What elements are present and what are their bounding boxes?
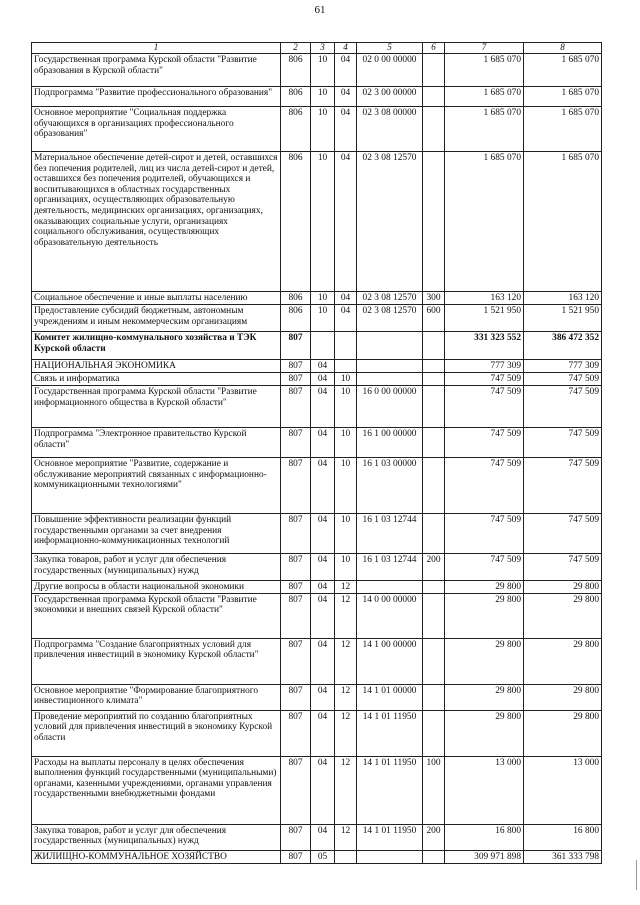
target-article-cell: 16 1 00 00000	[357, 428, 423, 458]
target-article-cell: 02 3 08 12570	[357, 305, 423, 332]
section-code-cell: 04	[311, 386, 335, 428]
subsection-code-cell: 12	[335, 756, 357, 824]
subsection-code-cell: 04	[335, 305, 357, 332]
subsection-code-cell: 12	[335, 581, 357, 594]
expense-type-cell	[423, 54, 445, 87]
table-row	[32, 54, 602, 87]
amount-year2-cell: 1 685 070	[524, 107, 602, 152]
target-article-cell: 14 0 00 00000	[357, 593, 423, 638]
table-row	[32, 360, 602, 373]
subsection-code-cell: 10	[335, 428, 357, 458]
row-name-cell: Другие вопросы в области национальной экономики	[32, 581, 281, 594]
admin-code-cell: 807	[281, 428, 311, 458]
column-number: 5	[357, 43, 423, 54]
admin-code-cell: 807	[281, 824, 311, 850]
row-name-cell: ЖИЛИЩНО-КОММУНАЛЬНОЕ ХОЗЯЙСТВО	[32, 850, 281, 863]
target-article-cell	[357, 850, 423, 863]
subsection-code-cell: 10	[335, 554, 357, 581]
subsection-code-cell: 04	[335, 292, 357, 305]
target-article-cell	[357, 373, 423, 386]
subsection-code-cell: 04	[335, 54, 357, 87]
table-row	[32, 152, 602, 292]
table-row	[32, 428, 602, 458]
section-code-cell: 04	[311, 684, 335, 710]
section-code-cell: 04	[311, 514, 335, 554]
admin-code-cell: 807	[281, 850, 311, 863]
admin-code-cell: 807	[281, 684, 311, 710]
expense-type-cell	[423, 386, 445, 428]
table-row	[32, 581, 602, 594]
subsection-code-cell: 04	[335, 107, 357, 152]
admin-code-cell: 806	[281, 54, 311, 87]
row-name-cell: Подпрограмма "Электронное правительство Курской области"	[32, 428, 281, 458]
section-code-cell: 04	[311, 710, 335, 756]
amount-year1-cell: 747 509	[445, 554, 524, 581]
admin-code-cell: 807	[281, 373, 311, 386]
row-name-cell: Закупка товаров, работ и услуг для обеспечения государственных (муниципальных) нужд	[32, 554, 281, 581]
column-number: 2	[281, 43, 311, 54]
amount-year2-cell: 747 509	[524, 514, 602, 554]
expense-type-cell	[423, 710, 445, 756]
amount-year1-cell: 29 800	[445, 684, 524, 710]
amount-year2-cell: 747 509	[524, 554, 602, 581]
admin-code-cell: 807	[281, 514, 311, 554]
row-name-cell: Основное мероприятие "Формирование благоприятного инвестиционного климата"	[32, 684, 281, 710]
amount-year2-cell: 29 800	[524, 638, 602, 684]
amount-year2-cell: 1 685 070	[524, 87, 602, 107]
amount-year1-cell: 13 000	[445, 756, 524, 824]
table-row	[32, 593, 602, 638]
row-name-cell: Материальное обеспечение детей-сирот и детей, оставшихся без попечения родителей, лиц из числа детей-сирот и детей, оставшихся без попечения родителей, обучающихся и воспитывающихся в областных государственных организациях, осуществляющих образовательную деятельность, медицинских организациях, организациях, оказывающих социальные услуги, организациях социального обслуживания, осуществляющих образовательную деятельность	[32, 152, 281, 292]
admin-code-cell: 807	[281, 386, 311, 428]
budget-table	[31, 42, 602, 864]
table-row	[32, 638, 602, 684]
amount-year1-cell: 29 800	[445, 638, 524, 684]
table-row	[32, 107, 602, 152]
expense-type-cell: 200	[423, 554, 445, 581]
expense-type-cell	[423, 514, 445, 554]
table-row	[32, 554, 602, 581]
expense-type-cell	[423, 684, 445, 710]
target-article-cell: 14 1 01 00000	[357, 684, 423, 710]
amount-year2-cell: 747 509	[524, 458, 602, 514]
amount-year2-cell: 361 333 798	[524, 850, 602, 863]
amount-year1-cell: 1 685 070	[445, 87, 524, 107]
subsection-code-cell	[335, 332, 357, 360]
subsection-code-cell: 12	[335, 684, 357, 710]
target-article-cell: 16 1 03 12744	[357, 554, 423, 581]
admin-code-cell: 807	[281, 710, 311, 756]
amount-year1-cell: 747 509	[445, 514, 524, 554]
amount-year2-cell: 1 685 070	[524, 54, 602, 87]
amount-year1-cell: 747 509	[445, 386, 524, 428]
subsection-code-cell: 04	[335, 152, 357, 292]
section-code-cell: 04	[311, 428, 335, 458]
admin-code-cell: 807	[281, 554, 311, 581]
section-code-cell: 10	[311, 305, 335, 332]
column-number: 4	[335, 43, 357, 54]
section-code-cell: 10	[311, 87, 335, 107]
admin-code-cell: 807	[281, 756, 311, 824]
amount-year1-cell: 16 800	[445, 824, 524, 850]
expense-type-cell	[423, 107, 445, 152]
amount-year2-cell: 29 800	[524, 581, 602, 594]
expense-type-cell	[423, 638, 445, 684]
table-row	[32, 850, 602, 863]
amount-year2-cell: 1 521 950	[524, 305, 602, 332]
expense-type-cell: 100	[423, 756, 445, 824]
amount-year2-cell: 29 800	[524, 593, 602, 638]
amount-year2-cell: 16 800	[524, 824, 602, 850]
expense-type-cell	[423, 87, 445, 107]
table-row	[32, 332, 602, 360]
section-code-cell: 04	[311, 593, 335, 638]
row-name-cell: Основное мероприятие "Социальная поддержка обучающихся в организациях профессионального образования"	[32, 107, 281, 152]
section-code-cell: 04	[311, 458, 335, 514]
expense-type-cell	[423, 581, 445, 594]
subsection-code-cell: 10	[335, 386, 357, 428]
expense-type-cell: 600	[423, 305, 445, 332]
section-code-cell: 10	[311, 107, 335, 152]
amount-year1-cell: 747 509	[445, 373, 524, 386]
admin-code-cell: 806	[281, 152, 311, 292]
subsection-code-cell: 12	[335, 638, 357, 684]
column-number: 8	[524, 43, 602, 54]
admin-code-cell: 807	[281, 581, 311, 594]
section-code-cell: 04	[311, 554, 335, 581]
amount-year2-cell: 29 800	[524, 710, 602, 756]
amount-year2-cell: 29 800	[524, 684, 602, 710]
admin-code-cell: 807	[281, 332, 311, 360]
row-name-cell: Закупка товаров, работ и услуг для обеспечения государственных (муниципальных) нужд	[32, 824, 281, 850]
row-name-cell: Связь и информатика	[32, 373, 281, 386]
row-name-cell: Государственная программа Курской области "Развитие образования в Курской области"	[32, 54, 281, 87]
amount-year1-cell: 777 309	[445, 360, 524, 373]
target-article-cell: 14 1 01 11950	[357, 756, 423, 824]
expense-type-cell	[423, 458, 445, 514]
table-row	[32, 386, 602, 428]
section-code-cell: 04	[311, 360, 335, 373]
admin-code-cell: 806	[281, 305, 311, 332]
row-name-cell: Социальное обеспечение и иные выплаты населению	[32, 292, 281, 305]
expense-type-cell	[423, 332, 445, 360]
row-name-cell: Подпрограмма "Развитие профессионального образования"	[32, 87, 281, 107]
admin-code-cell: 807	[281, 360, 311, 373]
section-code-cell: 04	[311, 373, 335, 386]
amount-year2-cell: 747 509	[524, 373, 602, 386]
section-code-cell: 05	[311, 850, 335, 863]
section-code-cell: 04	[311, 824, 335, 850]
expense-type-cell	[423, 373, 445, 386]
row-name-cell: Подпрограмма "Создание благоприятных условий для привлечения инвестиций в экономику Курской области"	[32, 638, 281, 684]
amount-year2-cell: 386 472 352	[524, 332, 602, 360]
section-code-cell: 04	[311, 638, 335, 684]
row-name-cell: Расходы на выплаты персоналу в целях обеспечения выполнения функций государственными (муниципальными) органами, казенными учреждениями, органами управления государственными внебюджетными фондами	[32, 756, 281, 824]
row-name-cell: НАЦИОНАЛЬНАЯ ЭКОНОМИКА	[32, 360, 281, 373]
expense-type-cell: 200	[423, 824, 445, 850]
target-article-cell: 14 1 01 11950	[357, 824, 423, 850]
table-row	[32, 514, 602, 554]
subsection-code-cell: 12	[335, 593, 357, 638]
subsection-code-cell: 10	[335, 458, 357, 514]
target-article-cell: 02 0 00 00000	[357, 54, 423, 87]
expense-type-cell: 300	[423, 292, 445, 305]
column-number: 1	[32, 43, 281, 54]
row-name-cell: Предоставление субсидий бюджетным, автономным учреждениям и иным некоммерческим организациям	[32, 305, 281, 332]
subsection-code-cell	[335, 360, 357, 373]
target-article-cell: 16 0 00 00000	[357, 386, 423, 428]
table-row	[32, 292, 602, 305]
table-row	[32, 824, 602, 850]
row-name-cell: Проведение мероприятий по созданию благоприятных условий для привлечения инвестиций в экономику Курской области	[32, 710, 281, 756]
amount-year1-cell: 747 509	[445, 428, 524, 458]
amount-year2-cell: 777 309	[524, 360, 602, 373]
amount-year1-cell: 29 800	[445, 710, 524, 756]
target-article-cell: 02 3 08 12570	[357, 292, 423, 305]
subsection-code-cell	[335, 850, 357, 863]
admin-code-cell: 806	[281, 292, 311, 305]
admin-code-cell: 807	[281, 458, 311, 514]
amount-year1-cell: 309 971 898	[445, 850, 524, 863]
target-article-cell: 16 1 03 12744	[357, 514, 423, 554]
target-article-cell	[357, 581, 423, 594]
subsection-code-cell: 10	[335, 373, 357, 386]
table-row	[32, 684, 602, 710]
amount-year2-cell: 1 685 070	[524, 152, 602, 292]
expense-type-cell	[423, 428, 445, 458]
row-name-cell: Основное мероприятие "Развитие, содержание и обслуживание мероприятий связанных с информационно-коммуникационными технологиями"	[32, 458, 281, 514]
amount-year2-cell: 163 120	[524, 292, 602, 305]
table-row	[32, 458, 602, 514]
section-code-cell: 04	[311, 581, 335, 594]
target-article-cell: 02 3 00 00000	[357, 87, 423, 107]
scan-mark	[636, 860, 637, 890]
table-row	[32, 87, 602, 107]
amount-year1-cell: 747 509	[445, 458, 524, 514]
column-number: 6	[423, 43, 445, 54]
target-article-cell: 02 3 08 00000	[357, 107, 423, 152]
target-article-cell	[357, 332, 423, 360]
row-name-cell: Государственная программа Курской области "Развитие информационного общества в Курской области"	[32, 386, 281, 428]
section-code-cell: 04	[311, 756, 335, 824]
table-row	[32, 305, 602, 332]
target-article-cell: 16 1 03 00000	[357, 458, 423, 514]
table-row	[32, 756, 602, 824]
subsection-code-cell: 12	[335, 824, 357, 850]
target-article-cell	[357, 360, 423, 373]
column-number: 3	[311, 43, 335, 54]
admin-code-cell: 807	[281, 638, 311, 684]
table-row	[32, 373, 602, 386]
target-article-cell: 02 3 08 12570	[357, 152, 423, 292]
table-row	[32, 710, 602, 756]
amount-year1-cell: 331 323 552	[445, 332, 524, 360]
column-numbers-row	[32, 43, 602, 54]
subsection-code-cell: 12	[335, 710, 357, 756]
row-name-cell: Государственная программа Курской области "Развитие экономики и внешних связей Курской области"	[32, 593, 281, 638]
admin-code-cell: 806	[281, 107, 311, 152]
expense-type-cell	[423, 593, 445, 638]
expense-type-cell	[423, 360, 445, 373]
amount-year1-cell: 1 685 070	[445, 152, 524, 292]
amount-year1-cell: 1 685 070	[445, 54, 524, 87]
amount-year1-cell: 1 685 070	[445, 107, 524, 152]
target-article-cell: 14 1 00 00000	[357, 638, 423, 684]
admin-code-cell: 806	[281, 87, 311, 107]
section-code-cell: 10	[311, 54, 335, 87]
page-number: 61	[314, 4, 326, 16]
amount-year1-cell: 29 800	[445, 581, 524, 594]
subsection-code-cell: 10	[335, 514, 357, 554]
section-code-cell: 10	[311, 152, 335, 292]
row-name-cell: Комитет жилищно-коммунального хозяйства и ТЭК Курской области	[32, 332, 281, 360]
subsection-code-cell: 04	[335, 87, 357, 107]
amount-year2-cell: 13 000	[524, 756, 602, 824]
column-number: 7	[445, 43, 524, 54]
admin-code-cell: 807	[281, 593, 311, 638]
expense-type-cell	[423, 152, 445, 292]
target-article-cell: 14 1 01 11950	[357, 710, 423, 756]
amount-year1-cell: 29 800	[445, 593, 524, 638]
expense-type-cell	[423, 850, 445, 863]
row-name-cell: Повышение эффективности реализации функций государственными органами за счет внедрения информационно-коммуникационных технологий	[32, 514, 281, 554]
section-code-cell	[311, 332, 335, 360]
section-code-cell: 10	[311, 292, 335, 305]
amount-year1-cell: 1 521 950	[445, 305, 524, 332]
amount-year2-cell: 747 509	[524, 428, 602, 458]
amount-year2-cell: 747 509	[524, 386, 602, 428]
amount-year1-cell: 163 120	[445, 292, 524, 305]
